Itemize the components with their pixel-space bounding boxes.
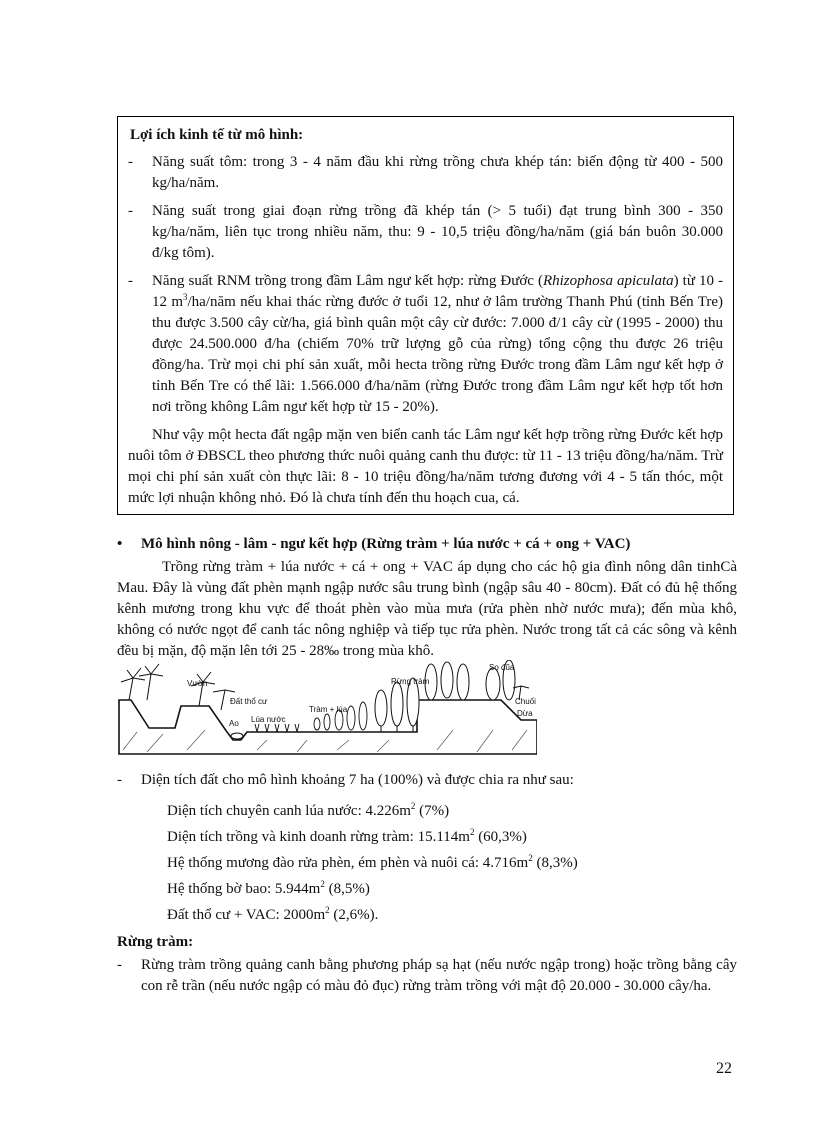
heading-main: Mô hình nông - lâm - ngư kết hợp	[141, 536, 358, 552]
superscript: 3	[183, 292, 188, 302]
area-line-percent: (8,5%)	[324, 881, 370, 897]
area-line-text: Đất thổ cư + VAC: 2000m	[167, 907, 326, 923]
area-intro	[117, 770, 737, 791]
area-line-percent: (2,6%).	[329, 907, 379, 923]
box-item-2-text: Năng suất trong giai đoạn rừng trồng đã khép tán (> 5 tuổi) đạt trung bình 300 - 350 kg/ha/năm, liên tục trong nhiều năm, thu: 9 - 10,5 triệu đồng/ha/năm (giá bán buôn 30.000 đ/kg tôm).	[152, 203, 723, 261]
box-item-2	[128, 201, 723, 264]
label-dua: Dừa	[517, 709, 533, 718]
area-intro-text: Diện tích đất cho mô hình khoảng 7 ha (100%) và được chia ra như sau:	[141, 772, 574, 788]
area-line-percent: (8,3%)	[532, 855, 578, 871]
area-line-percent: (7%)	[415, 803, 450, 819]
dash-marker: -	[128, 154, 133, 170]
superscript: 2	[325, 905, 330, 915]
superscript: 2	[410, 801, 416, 811]
dash-marker: -	[128, 203, 133, 219]
area-line-text: Hệ thống mương đào rửa phèn, ém phèn và nuôi cá: 4.716m	[167, 855, 529, 871]
label-ao: Ao	[229, 719, 239, 728]
economic-benefits-box	[117, 116, 734, 515]
superscript: 2	[320, 879, 325, 889]
dash-marker: -	[117, 957, 122, 973]
area-line-text: Diện tích chuyên canh lúa nước: 4.226m	[167, 803, 411, 819]
area-line-forest	[167, 827, 527, 848]
rice-plants	[255, 724, 299, 732]
page-number: 22	[716, 1060, 732, 1077]
melaleuca-item	[117, 955, 737, 997]
box-item-3	[128, 271, 723, 418]
area-line-dikes	[167, 879, 370, 900]
section-heading-melaleuca: Rừng tràm:	[117, 934, 194, 950]
dash-marker: -	[128, 273, 133, 289]
area-line-text: Diện tích trồng và kinh doanh rừng tràm: 15.114m	[167, 829, 470, 845]
melaleuca-item-text: Rừng tràm trồng quảng canh bằng phương pháp sạ hạt (nếu nước ngập trong) hoặc trồng bằng cây con rễ trần (nếu nước ngập có màu đỏ đục) rừng tràm trồng với mật độ 20.000 - 30.000 cây/ha.	[141, 957, 737, 994]
label-vuon: Vườn	[187, 679, 208, 688]
area-line-residential	[167, 905, 378, 926]
box-item-3-text-post1: ) từ 10 - 12 m	[152, 273, 723, 310]
area-line-text: Hệ thống bờ bao: 5.944m	[167, 881, 321, 897]
pond	[231, 733, 243, 739]
section-heading-text	[141, 534, 630, 555]
heading-paren: (Rừng tràm + lúa nước + cá + ong + VAC)	[357, 536, 631, 552]
box-summary: Như vậy một hecta đất ngập mặn ven biển canh tác Lâm ngư kết hợp trồng rừng Đước kết hợp nuôi tôm ở ĐBSCL theo phương thức nuôi quảng canh thu được: từ 11 - 13 triệu đồng/ha/năm. Trừ mọi chi phí sản xuất còn thực lãi: 8 - 10 triệu đồng/ha/năm tương đương với 4 - 5 tấn thóc, một mức lợi nhuận không nhỏ. Đó là chưa tính đến thu hoạch cua, cá.	[128, 427, 723, 506]
superscript: 2	[528, 853, 533, 863]
palm-trees-left	[121, 664, 235, 710]
bullet-marker: •	[117, 536, 123, 552]
label-tram-lua: Tràm + lúa	[309, 705, 348, 714]
species-name: Rhizophosa apiculata	[542, 273, 674, 289]
land-use-diagram	[117, 660, 537, 760]
box-title: Lợi ích kinh tế từ mô hình:	[130, 127, 304, 143]
label-so-dua: So đũa	[489, 663, 515, 672]
dash-marker: -	[117, 772, 122, 788]
label-dat-tho-cu: Đất thổ cư	[230, 697, 268, 706]
label-rung-tram: Rừng tràm	[391, 677, 430, 686]
area-line-rice	[167, 801, 449, 822]
box-item-3-text-post2: /ha/năm nếu khai thác rừng đước ở tuổi 12, như ở lâm trường Thanh Phú (tỉnh Bến Tre) thu được 3.500 cây cừ/ha, giá bình quân một cây cừ đước: 7.000 đ/1 cây cừ (1995 - 2000) thu được 24.500.000 đ/ha (chiếm 70% trữ lượng gỗ của rừng) tổng cộng thu được 26 triệu đồng/ha. Trừ mọi chi phí sản xuất, mỗi hecta trồng rừng Đước trong đầm Lâm ngư kết hợp ở tỉnh Bến Tre có thể lãi: 1.566.000 đ/ha/năm (rừng Đước trong đầm Lâm ngư kết hợp tốt hơn nơi trồng không Lâm ngư kết hợp từ 15 - 20%).	[152, 294, 724, 415]
label-lua-nuoc: Lúa nước	[251, 715, 286, 724]
box-item-1-text: Năng suất tôm: trong 3 - 4 năm đầu khi rừng trồng chưa khép tán: biến động từ 400 - 500 kg/ha/năm.	[152, 154, 723, 191]
box-item-3-text-pre: Năng suất RNM trồng trong đầm Lâm ngư kết hợp: rừng Đước (	[152, 273, 543, 289]
superscript: 2	[469, 827, 475, 837]
area-line-canals	[167, 853, 578, 874]
label-chuoi: Chuối	[515, 697, 536, 706]
model-description: Trồng rừng tràm + lúa nước + cá + ong + VAC áp dụng cho các hộ gia đình nông dân tinhCà Mau. Đây là vùng đất phèn mạnh ngập nước sâu trung bình (ngập sâu 40 - 80cm). Đất có đủ hệ thống kênh mương trong khu vực để thoát phèn vào mùa mưa (rửa phèn nhờ nước mưa); đến mùa khô, không có nước ngọt để canh tác nông nghiệp và tiếp tục rửa phèn. Nước trong tất cả các sông và kênh đều bị mặn, độ mặn lên tới 25 - 28‰ trong mùa khô.	[117, 559, 737, 659]
area-line-percent: (60,3%)	[474, 829, 527, 845]
box-item-1	[128, 152, 723, 194]
